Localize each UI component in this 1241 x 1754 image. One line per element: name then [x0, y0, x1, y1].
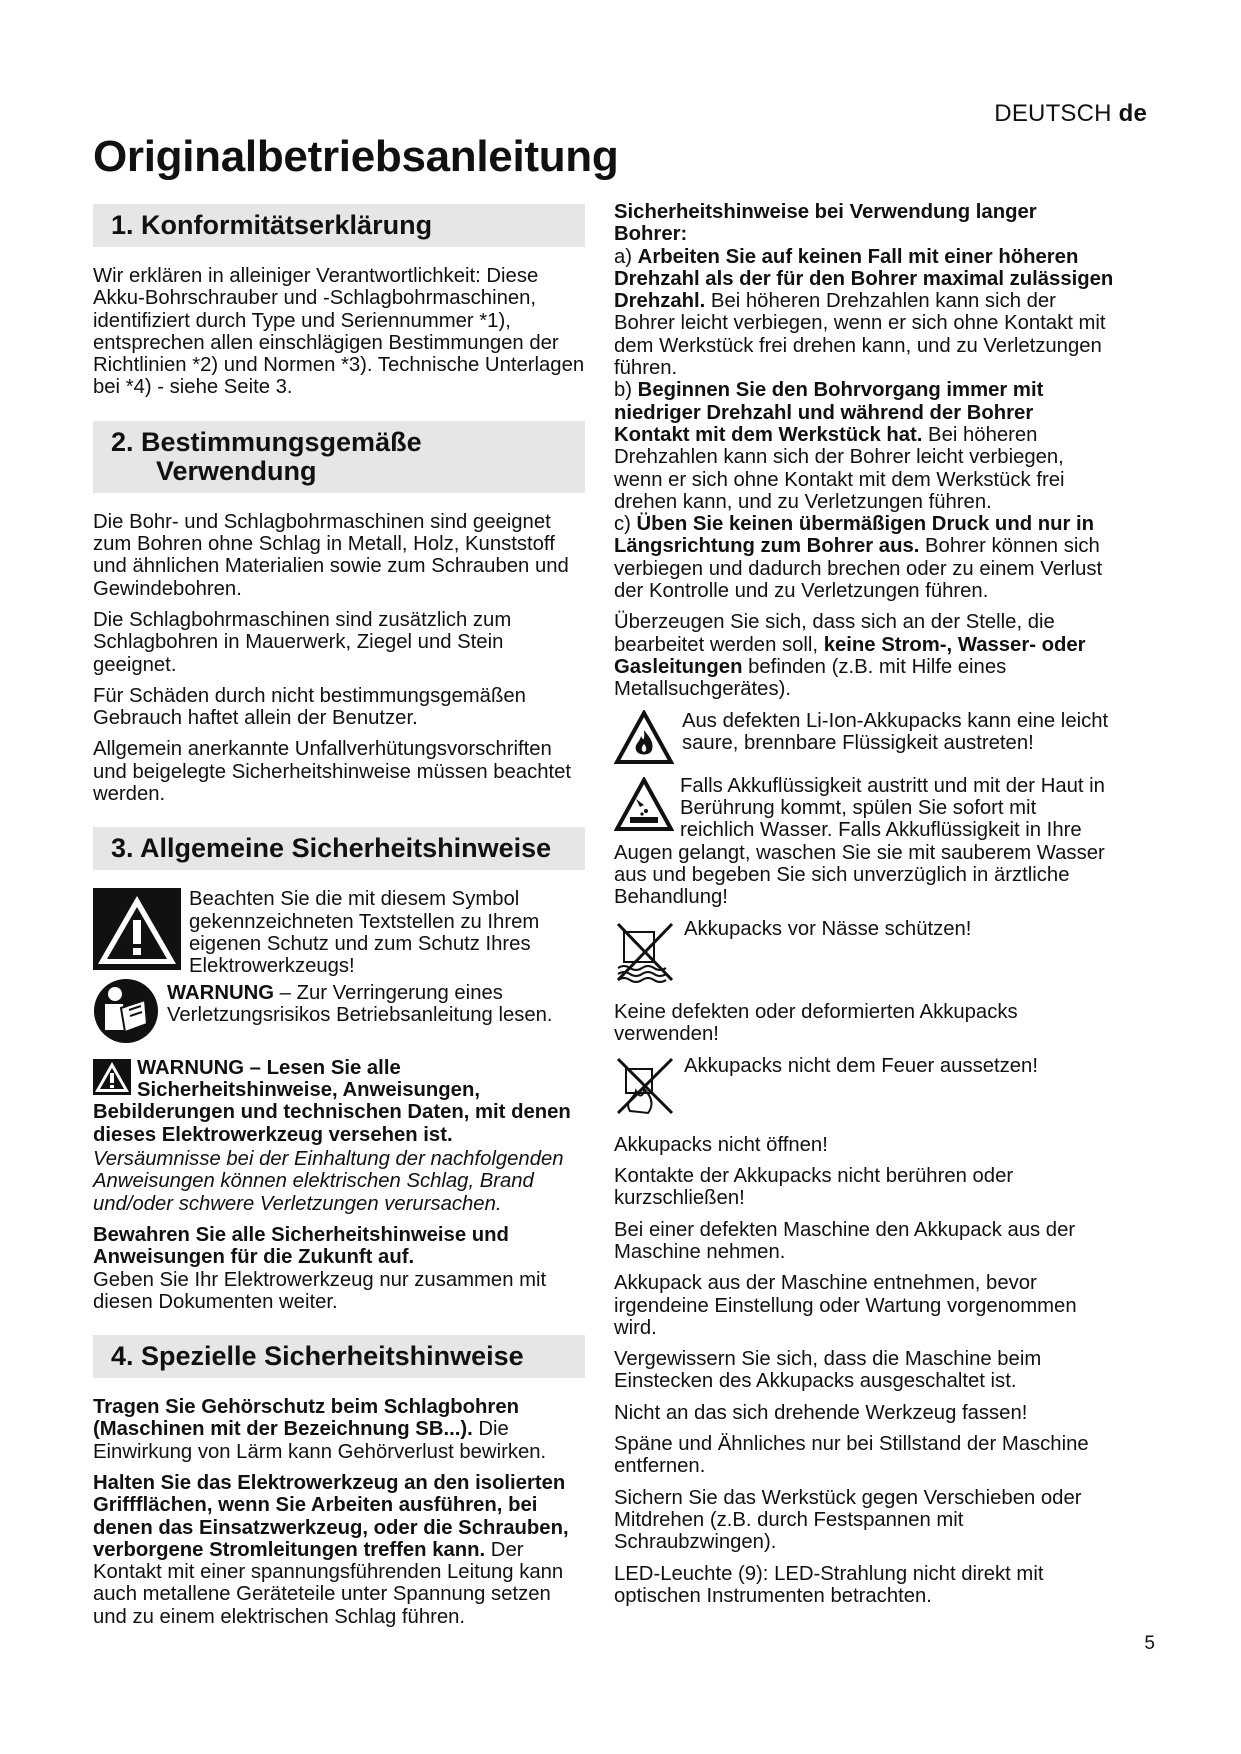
intended-use-p1: Die Bohr- und Schlagbohrmaschinen sind geeignet zum Bohren ohne Schlag in Metall, Holz, Kunststoff und ähnlichen Materialien sowie zum Schrauben und Gewindebohren.	[93, 510, 569, 600]
long-drill-a-bold: Arbeiten Sie auf keinen Fall mit einer höheren Drehzahl als der für den Bohrer maximal zulässigen Drehzahl.	[614, 245, 1114, 313]
long-drill-a-text: Bei höheren Drehzahlen kann sich der Bohrer leicht verbiegen, wenn er sich ohne Kontakt mit dem Werkstück frei drehen kann, und zu Verletzungen führen.	[614, 290, 1106, 380]
hearing-protection-text: Die Einwirkung von Lärm kann Gehörverlust bewirken.	[93, 1418, 547, 1463]
language-word: DEUTSCH	[994, 100, 1112, 127]
warning-read-body: – Zur Verringerung eines Verletzungsrisikos Betriebsanleitung lesen.	[167, 981, 553, 1026]
insulated-grip-bold: Halten Sie das Elektrowerkzeug an den isolierten Griffflächen, wenn Sie Arbeiten ausführen, bei denen das Einsatzwerkzeug, oder die Schrauben, verborgene Stromleitungen treffen kann.	[93, 1471, 569, 1561]
secure-text: Sichern Sie das Werkstück gegen Verschieben oder Mitdrehen (z.B. durch Festspannen mit Schraubzwingen).	[614, 1486, 1082, 1554]
insulated-grip-text: Der Kontakt mit einer spannungsführenden Leitung kann auch metallene Geräteteile unter Spannung setzen und zu einem elektrischen Schlag führen.	[93, 1538, 564, 1628]
symbol-note-row	[93, 888, 585, 977]
wet-row	[614, 918, 1114, 989]
conformity-text: Wir erklären in alleiniger Verantwortlichkeit: Diese Akku-Bohrschrauber und -Schlagbohrmaschinen, identifiziert durch Type und Seriennummer *1), entsprechen allen einschlägigen Bestimmungen der Richtlinien *2) und Normen *3). Technische Unterlagen bei *4) - siehe Seite 3.	[93, 265, 585, 399]
long-drill-c	[614, 513, 1114, 602]
long-drill-b-bold: Beginnen Sie den Bohrvorgang immer mit niedriger Drehzahl und während der Bohrer Kontakt mit dem Werkstück hat.	[614, 379, 1044, 446]
keep-instructions-bold: Bewahren Sie alle Sicherheitshinweise und Anweisungen für die Zukunft auf.	[93, 1223, 509, 1269]
section-4-heading: 4. Spezielle Sicherheitshinweise	[93, 1335, 585, 1378]
corrosive-warning-icon	[614, 777, 674, 838]
hearing-protection-bold: Tragen Sie Gehörschutz beim Schlagbohren (Maschinen mit der Bezeichnung SB...).	[93, 1396, 519, 1441]
no-defect-text: Keine defekten oder deformierten Akkupacks verwenden!	[614, 1000, 1018, 1046]
warning-read-text	[167, 982, 585, 1027]
page-title: Originalbetriebsanleitung	[93, 132, 619, 181]
intended-use-p4: Allgemein anerkannte Unfallverhütungsvorschriften und beigelegte Sicherheitshinweise müssen beachtet werden.	[93, 738, 572, 806]
section-2-heading	[93, 421, 585, 493]
no-fire-icon	[614, 1055, 676, 1122]
led-text: LED-Leuchte (9): LED-Strahlung nicht direkt mit optischen Instrumenten betrachten.	[614, 1562, 1044, 1607]
long-drill-title: Sicherheitshinweise bei Verwendung langer Bohrer:	[614, 201, 1037, 246]
insulated-grip	[93, 1472, 585, 1628]
hearing-protection	[93, 1396, 585, 1463]
check-lines	[614, 611, 1114, 700]
long-drill-b	[614, 379, 1114, 513]
language-code: de	[1118, 100, 1147, 127]
read-manual-icon	[93, 978, 159, 1049]
keep-instructions	[93, 1224, 585, 1313]
check-lines-bold: keine Strom-, Wasser- oder Gasleitungen	[614, 633, 1086, 678]
intended-use-p3: Für Schäden durch nicht bestimmungsgemäßen Gebrauch haftet allein der Benutzer.	[93, 684, 526, 730]
fluid-block	[614, 775, 1114, 909]
keep-instructions-text: Geben Sie Ihr Elektrowerkzeug nur zusammen mit diesen Dokumenten weiter.	[93, 1268, 547, 1313]
symbol-note-text: Beachten Sie die mit diesem Symbol gekennzeichneten Textstellen zu Ihrem eigenen Schutz und zum Schutz Ihres Elektrowerkzeugs!	[189, 888, 540, 978]
intended-use-p2: Die Schlagbohrmaschinen sind zusätzlich zum Schlagbohren in Mauerwerk, Ziegel und Stein geeignet.	[93, 608, 512, 676]
warning-all-bold: WARNUNG – Lesen Sie alle Sicherheitshinweise, Anweisungen, Bebilderungen und technischen Daten, mit denen dieses Elektrowerkzeug versehen ist.	[93, 1056, 571, 1146]
section-2-heading-line1: 2. Bestimmungsgemäße	[111, 426, 422, 457]
fire-row	[614, 1055, 1114, 1122]
warning-all-italic: Versäumnisse bei der Einhaltung der nachfolgenden Anweisungen können elektrischen Schlag, Brand und/oder schwere Verletzungen verursachen.	[93, 1148, 564, 1215]
warning-triangle-icon	[93, 888, 181, 975]
page-number: 5	[1144, 1633, 1155, 1654]
fluid-text: Falls Akkuflüssigkeit austritt und mit der Haut in Berührung kommt, spülen Sie sofort mit reichlich Wasser. Falls Akkuflüssigkeit in Ihre Augen gelangt, waschen Sie sie mit sauberem Wasser aus und begeben Sie sich unverzüglich in ärztliche Behandlung!	[614, 774, 1105, 909]
read-manual-row	[93, 982, 585, 1049]
section-1-heading: 1. Konformitätserklärung	[93, 204, 585, 247]
long-drill-b-text: Bei höheren Drehzahlen kann sich der Bohrer leicht verbiegen, wenn er sich ohne Kontakt mit dem Werkstück frei drehen kann, und zu Verletzungen führen.	[614, 423, 1065, 513]
right-column	[614, 201, 1114, 1616]
long-drill-c-label: c)	[614, 513, 637, 536]
check-lines-post: befinden (z.B. mit Hilfe eines Metallsuchgerätes).	[614, 655, 1007, 701]
remove-before-text: Akkupack aus der Maschine entnehmen, bevor irgendeine Einstellung oder Wartung vorgenommen wird.	[614, 1272, 1077, 1339]
check-lines-pre: Überzeugen Sie sich, dass sich an der Stelle, die bearbeitet werden soll,	[614, 611, 1055, 656]
left-column	[93, 204, 585, 1637]
warning-label: WARNUNG	[167, 981, 275, 1004]
long-drill-a-label: a)	[614, 245, 638, 268]
small-warning-icon	[93, 1059, 131, 1100]
liion-row	[614, 710, 1114, 771]
section-3-heading: 3. Allgemeine Sicherheitshinweise	[93, 827, 585, 870]
no-water-icon	[614, 918, 676, 989]
wet-text: Akkupacks vor Nässe schützen!	[684, 917, 972, 940]
chips-text: Späne und Ähnliches nur bei Stillstand der Maschine entfernen.	[614, 1433, 1089, 1478]
long-drill-b-label: b)	[614, 379, 638, 402]
no-open-text: Akkupacks nicht öffnen!	[614, 1133, 828, 1156]
section-2-heading-line2: Verwendung	[156, 455, 317, 486]
no-touch-text: Nicht an das sich drehende Werkzeug fassen!	[614, 1401, 1028, 1424]
long-drill-c-text: Bohrer können sich verbiegen und dadurch brechen oder zu einem Verlust der Kontrolle und zu Verletzungen führen.	[614, 535, 1103, 603]
long-drill-a	[614, 246, 1114, 380]
warning-all-block	[93, 1057, 585, 1146]
switched-off-text: Vergewissern Sie sich, dass die Maschine beim Einstecken des Akkupacks ausgeschaltet ist.	[614, 1348, 1042, 1393]
liion-text: Aus defekten Li-Ion-Akkupacks kann eine leicht saure, brennbare Flüssigkeit austreten!	[682, 709, 1109, 754]
language-label	[994, 100, 1147, 128]
fire-text: Akkupacks nicht dem Feuer aussetzen!	[684, 1054, 1038, 1077]
long-drill-c-bold: Üben Sie keinen übermäßigen Druck und nur in Längsrichtung zum Bohrer aus.	[614, 513, 1095, 558]
flammable-warning-icon	[614, 710, 674, 771]
no-short-text: Kontakte der Akkupacks nicht berühren oder kurzschließen!	[614, 1165, 1014, 1210]
defect-machine-text: Bei einer defekten Maschine den Akkupack aus der Maschine nehmen.	[614, 1218, 1076, 1263]
